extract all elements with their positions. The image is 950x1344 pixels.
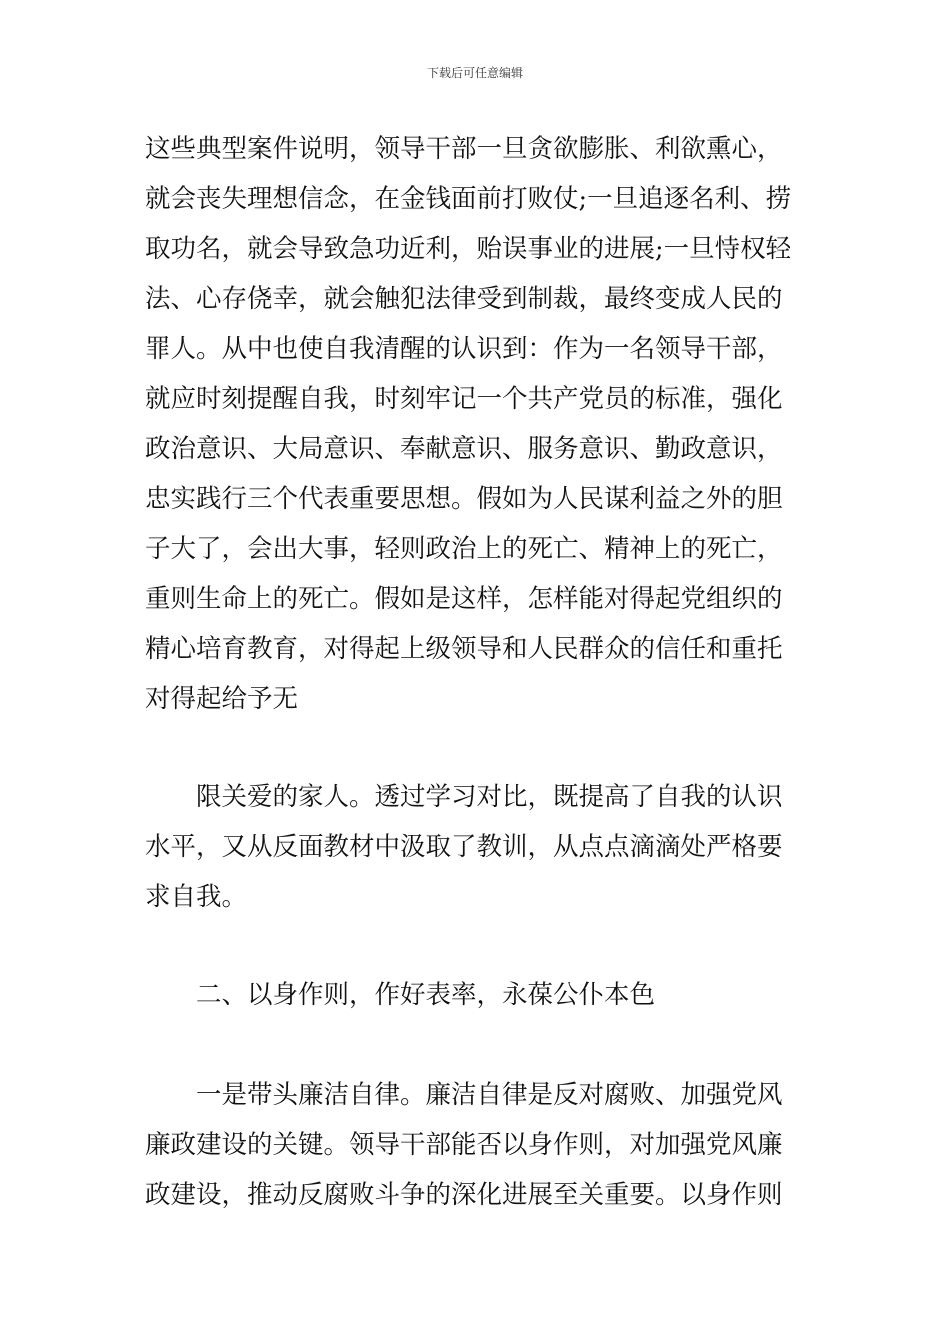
- paragraph-line: 取功名，就会导致急功近利，贻误事业的进展;一旦恃权轻: [145, 234, 792, 264]
- paragraph-line: 一是带头廉洁自律。廉洁自律是反对腐败、加强党风: [145, 1080, 783, 1110]
- paragraph-line: 就会丧失理想信念，在金钱面前打败仗;一旦追逐名利、捞: [145, 184, 792, 214]
- paragraph-line: 求自我。: [145, 882, 248, 912]
- body-paragraph-3: [145, 1070, 825, 1220]
- paragraph-line: 廉政建设的关键。领导干部能否以身作则，对加强党风廉: [145, 1130, 783, 1160]
- paragraph-line: 这些典型案件说明，领导干部一旦贪欲膨胀、利欲熏心，: [145, 134, 783, 164]
- paragraph-line: 罪人。从中也使自我清醒的认识到：作为一名领导干部，: [145, 334, 783, 364]
- paragraph-line: 政治意识、大局意识、奉献意识、服务意识、勤政意识，: [145, 434, 783, 464]
- paragraph-line: 忠实践行三个代表重要思想。假如为人民谋利益之外的胆: [145, 484, 783, 514]
- paragraph-line: 精心培育教育，对得起上级领导和人民群众的信任和重托: [145, 634, 783, 664]
- section-heading-text: 二、以身作则，作好表率，永葆公仆本色: [145, 980, 656, 1010]
- paragraph-line: 子大了，会出大事，轻则政治上的死亡、精神上的死亡，: [145, 534, 783, 564]
- body-paragraph-1: [145, 124, 825, 724]
- paragraph-line: 政建设，推动反腐败斗争的深化进展至关重要。以身作则: [145, 1180, 783, 1210]
- paragraph-line: 重则生命上的死亡。假如是这样，怎样能对得起党组织的: [145, 584, 783, 614]
- paragraph-line: 法、心存侥幸，就会触犯法律受到制裁，最终变成人民的: [145, 284, 783, 314]
- paragraph-line: 水平，又从反面教材中汲取了教训，从点点滴滴处严格要: [145, 832, 783, 862]
- paragraph-line: 对得起给予无: [145, 684, 299, 714]
- section-heading-2: [145, 970, 825, 1020]
- paragraph-line: 限关爱的家人。透过学习对比，既提高了自我的认识: [145, 782, 783, 812]
- paragraph-line: 就应时刻提醒自我，时刻牢记一个共产党员的标准，强化: [145, 384, 783, 414]
- page-header: 下载后可任意编辑: [426, 66, 523, 80]
- body-paragraph-2: [145, 772, 825, 922]
